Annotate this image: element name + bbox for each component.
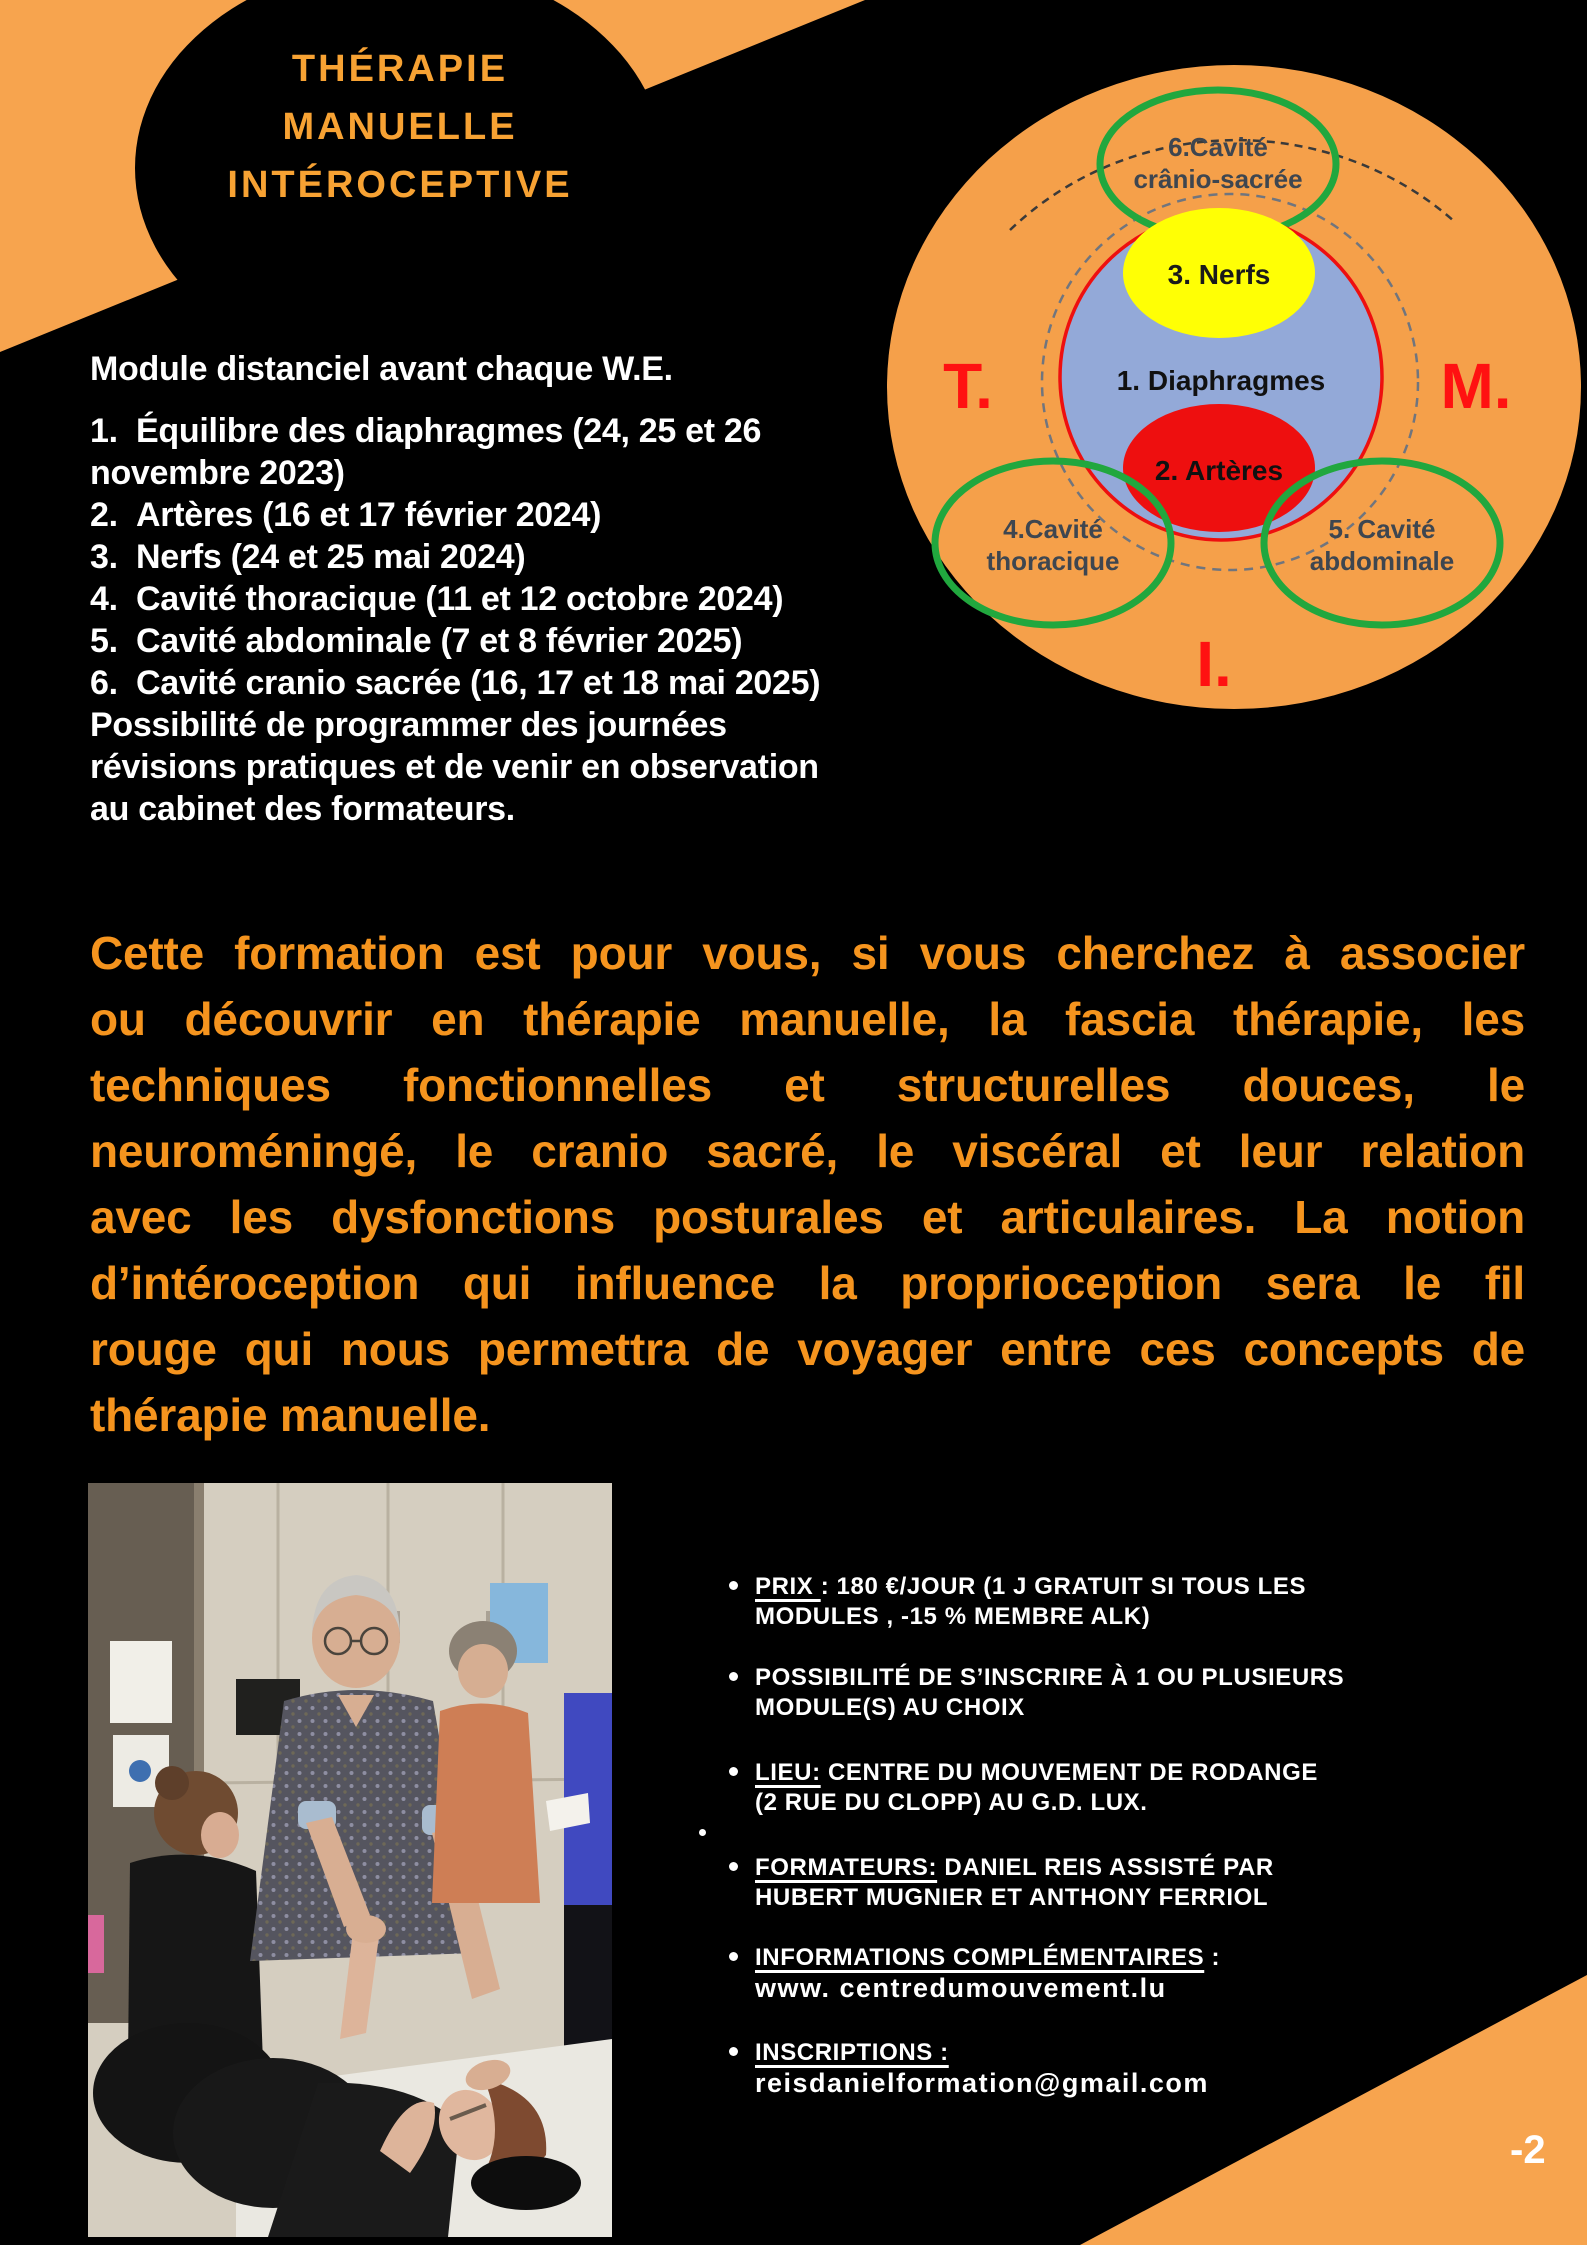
detail-informations [755, 1943, 1565, 2003]
diagram-label-diaphragmes: 1. Diaphragmes [1116, 365, 1326, 396]
schedule-line: 5. Cavité abdominale (7 et 8 février 2025) [90, 622, 743, 660]
photo-hands-grip [346, 1915, 386, 1943]
photo-door-paper [110, 1641, 172, 1723]
pitch-line: Cette formation est pour vous, si vous cherchez à associer [90, 927, 1525, 979]
detail-label: LIEU: [755, 1759, 821, 1786]
diagram-label-cranio-2: crânio-sacrée [1133, 164, 1303, 194]
pitch-line: neuroméningé, le cranio sacré, le viscéral et leur relation [90, 1125, 1525, 1177]
detail-text: DANIEL REIS ASSISTÉ PAR [937, 1854, 1274, 1881]
photo-hoodie-observer-body [432, 1703, 540, 1903]
title-line-3: INTÉROCEPTIVE [227, 164, 573, 206]
schedule-line: au cabinet des formateurs. [90, 790, 515, 828]
photo-stool [471, 2156, 581, 2210]
detail-lieu [755, 1758, 1565, 1818]
schedule-heading: Module distanciel avant chaque W.E. [90, 350, 673, 388]
diagram-label-arteres: 2. Artères [1154, 455, 1284, 486]
schedule-line: 2. Artères (16 et 17 février 2024) [90, 496, 602, 534]
pitch-line: rouge qui nous permettra de voyager entre ces concepts de [90, 1323, 1525, 1375]
tmi-diagram [880, 30, 1587, 720]
pitch-line: thérapie manuelle. [90, 1389, 491, 1441]
bullet-dot [729, 1952, 738, 1961]
detail-label: INSCRIPTIONS : [755, 2039, 949, 2066]
photo-observer-bun [155, 1766, 189, 1800]
schedule-line: novembre 2023) [90, 454, 345, 492]
detail-line [755, 1758, 1565, 1788]
pitch-line: ou découvrir en thérapie manuelle, la fascia thérapie, les [90, 993, 1525, 1045]
diagram-label-thoracique-1: 4.Cavité [1003, 514, 1103, 544]
email-text: reisdanielformation@gmail.com [755, 2068, 1209, 2098]
page-number: -2 [1510, 2128, 1546, 2172]
diagram-label-abdominale-2: abdominale [1309, 546, 1455, 576]
detail-possibilite [755, 1663, 1565, 1723]
detail-label: INFORMATIONS COMPLÉMENTAIRES [755, 1944, 1205, 1971]
diagram-letter-t: T. [943, 350, 993, 422]
detail-line [755, 1572, 1565, 1602]
schedule-line: 1. Équilibre des diaphragmes (24, 25 et 26 [90, 412, 762, 450]
pitch-paragraph [90, 920, 1525, 1448]
detail-formateurs [755, 1853, 1565, 1913]
detail-line [755, 1943, 1565, 1973]
detail-line [755, 1663, 1565, 1693]
title-blob [135, 0, 665, 374]
detail-line: (2 RUE DU CLOPP) AU G.D. LUX. [755, 1789, 1148, 1816]
schedule-line: 4. Cavité thoracique (11 et 12 octobre 2024) [90, 580, 784, 618]
diagram-letter-i: I. [1196, 628, 1232, 700]
orange-corner-triangle [1080, 1975, 1587, 2245]
detail-line: MODULE(S) AU CHOIX [755, 1694, 1025, 1721]
detail-text: : 180 €/JOUR (1 J GRATUIT SI TOUS LES [820, 1573, 1307, 1600]
diagram-label-abdominale-1: 5. Cavité [1328, 514, 1436, 544]
pitch-line: d’intéroception qui influence la proprioception sera le fil [90, 1257, 1525, 1309]
bullet-dot [729, 1767, 738, 1776]
diagram-label-cranio-1: 6.Cavité [1168, 132, 1268, 162]
schedule-block [90, 348, 890, 830]
stray-period-dot [699, 1829, 706, 1836]
bullet-dot [729, 1862, 738, 1871]
schedule-line: 3. Nerfs (24 et 25 mai 2024) [90, 538, 526, 576]
detail-label: PRIX [755, 1573, 821, 1600]
photo-observer-face [201, 1812, 239, 1858]
website-text: www. centredumouvement.lu [755, 1973, 1167, 2003]
detail-text: : [1204, 1944, 1221, 1971]
photo-pink-garment [88, 1915, 104, 1973]
pitch-line: avec les dysfonctions posturales et articulaires. La notion [90, 1191, 1525, 1243]
detail-line [755, 1853, 1565, 1883]
photo-hoodie-observer-face [458, 1644, 508, 1698]
schedule-line: révisions pratiques et de venir en observation [90, 748, 819, 786]
diagram-label-nerfs: 3. Nerfs [1167, 259, 1271, 290]
detail-line: HUBERT MUGNIER ET ANTHONY FERRIOL [755, 1884, 1269, 1911]
detail-text: CENTRE DU MOUVEMENT DE RODANGE [820, 1759, 1318, 1786]
title-line-2: MANUELLE [282, 106, 518, 148]
bullet-dot [729, 2047, 738, 2056]
photo-paper-logo [129, 1760, 151, 1782]
bullet-dot [729, 1581, 738, 1590]
diagram-letter-m: M. [1440, 350, 1512, 422]
detail-label: FORMATEURS: [755, 1854, 938, 1881]
pitch-line: techniques fonctionnelles et structurelles douces, le [90, 1059, 1525, 1111]
title-line-1: THÉRAPIE [291, 48, 509, 90]
training-session-photo [88, 1483, 612, 2237]
schedule-line: Possibilité de programmer des journées [90, 706, 727, 744]
schedule-line: 6. Cavité cranio sacrée (16, 17 et 18 mai 2025) [90, 664, 821, 702]
detail-prix [755, 1572, 1565, 1632]
detail-line: MODULES , -15 % MEMBRE ALK) [755, 1603, 1151, 1630]
page-title [135, 40, 665, 214]
diagram-label-thoracique-2: thoracique [986, 546, 1120, 576]
detail-text: POSSIBILITÉ DE S’INSCRIRE À 1 OU PLUSIEURS [755, 1664, 1345, 1691]
bullet-dot [729, 1672, 738, 1681]
